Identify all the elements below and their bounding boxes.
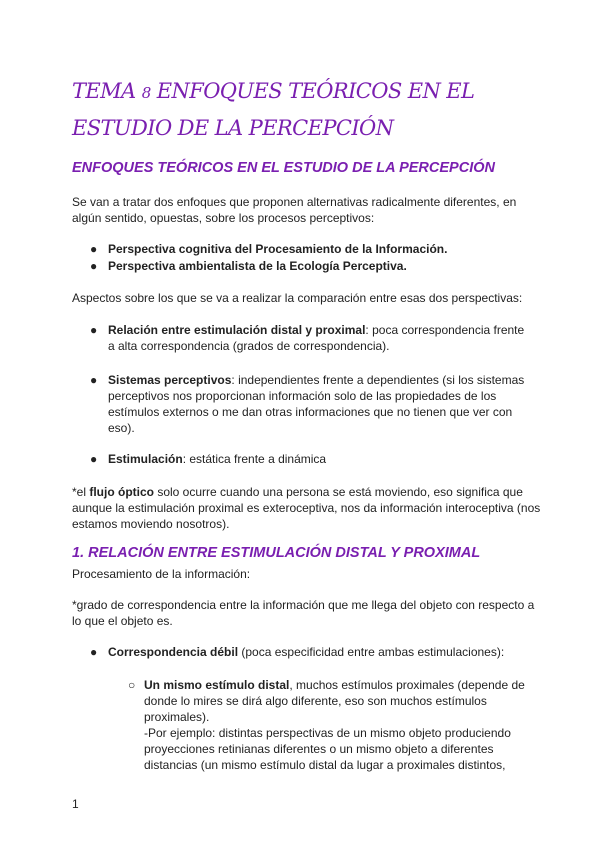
title-prefix: TEMA — [72, 79, 136, 103]
list-item-text: Perspectiva cognitiva del Procesamiento de la Información. — [108, 242, 448, 256]
intro-paragraph: Se van a tratar dos enfoques que proponen alternativas radicalmente diferentes, en algún sentido, opuestas, sobre los procesos perceptivos: — [72, 195, 517, 225]
list-item-term: Estimulación — [108, 452, 183, 466]
list-item — [90, 258, 530, 274]
list-item-text — [108, 372, 530, 436]
bullet-icon: ● — [90, 323, 98, 337]
list-item-term: Sistemas perceptivos — [108, 373, 232, 387]
note-term: flujo óptico — [89, 485, 154, 499]
sub-list-item-example: -Por ejemplo: distintas perspectivas de un mismo objeto produciendo proyecciones retinianas diferentes o un mismo objeto a diferentes distancias (un mismo estímulo distal da lugar a proximales distintos, — [144, 726, 511, 772]
bullet-icon: ● — [90, 373, 98, 387]
sub-list-item-desc: , muchos estímulos proximales (depende de donde lo mires se dirá algo diferente, eso son muchos estímulos proximales). — [144, 678, 525, 724]
section-1-heading: 1. RELACIÓN ENTRE ESTIMULACIÓN DISTAL Y PROXIMAL — [72, 545, 481, 561]
bullet-icon: ● — [90, 242, 98, 256]
section-1-subtitle: Procesamiento de la información: — [72, 567, 251, 581]
list-item-desc: : poca correspondencia frente a alta correspondencia (grados de correspondencia). — [108, 323, 525, 353]
list-item — [90, 372, 530, 436]
list-item-term: Correspondencia débil — [108, 645, 239, 659]
list-item — [90, 644, 530, 660]
note-prefix: *el — [72, 485, 90, 499]
list-item-text — [108, 644, 530, 660]
bullet-icon: ● — [90, 259, 98, 273]
sub-list-item-text — [144, 677, 528, 773]
bullet-icon: ● — [90, 645, 98, 659]
page-title — [72, 74, 542, 146]
section-heading: ENFOQUES TEÓRICOS EN EL ESTUDIO DE LA PERCEPCIÓN — [72, 160, 495, 176]
optical-flow-note — [72, 484, 542, 532]
list-item-desc: (poca especificidad entre ambas estimulaciones): — [238, 645, 505, 659]
list-item-text — [108, 322, 530, 354]
list-item-text — [108, 451, 530, 467]
list-item — [90, 322, 530, 354]
bullet-icon: ● — [90, 452, 98, 466]
page-number: 1 — [72, 797, 79, 811]
list-item-desc: : estática frente a dinámica — [182, 452, 327, 466]
list-item — [90, 241, 530, 257]
title-number: 8 — [141, 84, 151, 102]
circle-bullet-icon: ○ — [128, 678, 136, 692]
title-rest: ENFOQUES TEÓRICOS EN EL ESTUDIO DE LA PERCEPCIÓN — [72, 79, 475, 140]
grade-note: *grado de correspondencia entre la información que me llega del objeto con respecto a lo que el objeto es. — [72, 598, 535, 628]
list-item-text: Perspectiva ambientalista de la Ecología Perceptiva. — [108, 259, 407, 273]
list-item — [90, 451, 530, 467]
sub-list-item — [128, 677, 528, 773]
sub-list-item-term: Un mismo estímulo distal — [144, 678, 290, 692]
list-item-desc: : independientes frente a dependientes (si los sistemas perceptivos nos proporcionan información solo de las propiedades de los estímulos externos o me dan otras informaciones que no tienen que ver con eso). — [108, 373, 525, 435]
list-item-term: Relación entre estimulación distal y proximal — [108, 323, 366, 337]
aspects-intro: Aspectos sobre los que se va a realizar la comparación entre esas dos perspectivas: — [72, 291, 523, 305]
note-rest: solo ocurre cuando una persona se está moviendo, eso significa que aunque la estimulación proximal es exteroceptiva, nos da información interoceptiva (nos estamos moviendo nosotros). — [72, 485, 541, 531]
